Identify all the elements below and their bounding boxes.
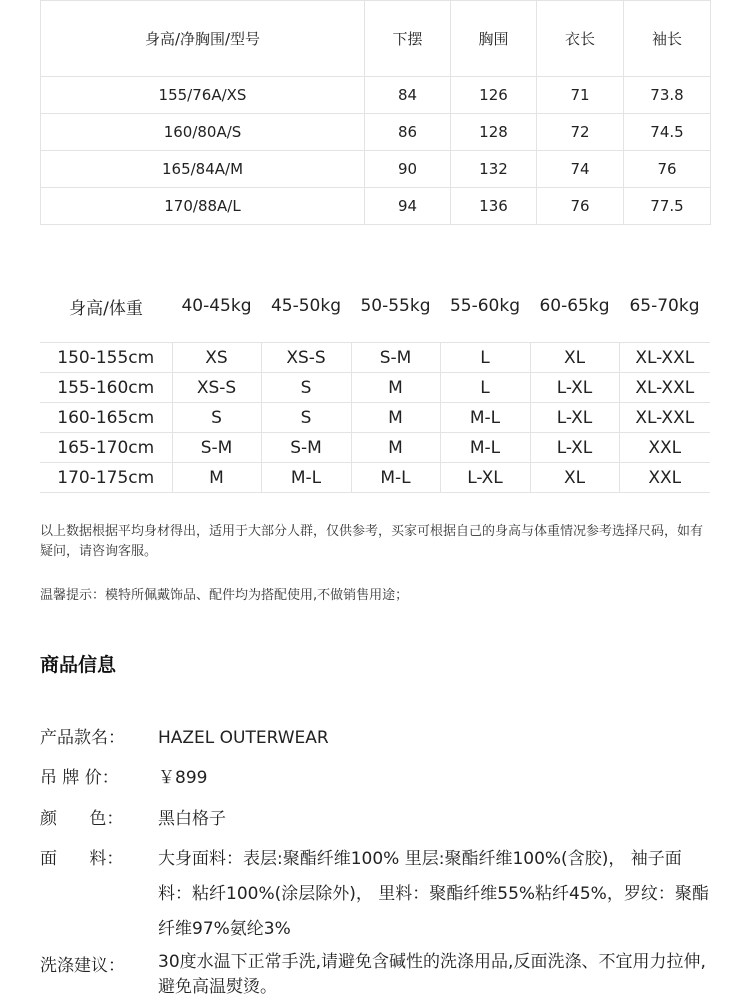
weight-cell: M-L: [440, 433, 530, 463]
size-cell: 76: [537, 188, 624, 225]
weight-cell: L: [440, 343, 530, 373]
size-disclaimer: 以上数据根据平均身材得出，适用于大部分人群，仅供参考，买家可根据自己的身高与体重情况参考选择尺码，如有疑问，请咨询客服。: [40, 524, 704, 559]
weight-cell: 165-170cm: [40, 433, 172, 463]
size-cell: 73.8: [624, 77, 711, 114]
height-weight-table: [40, 342, 710, 493]
size-cell: 126: [451, 77, 537, 114]
weight-cell: 160-165cm: [40, 403, 172, 433]
weight-cell: M-L: [351, 463, 440, 493]
weight-cell: XL: [530, 343, 619, 373]
weight-cell: 150-155cm: [40, 343, 172, 373]
color-label: 颜 色：: [40, 809, 124, 829]
weight-cell: 155-160cm: [40, 373, 172, 403]
weight-header-cell: 身高/体重: [69, 298, 143, 319]
weight-table-header-row: [40, 288, 710, 324]
washing-row: [40, 950, 710, 1000]
weight-cell: M: [351, 433, 440, 463]
size-table-row: [41, 151, 711, 188]
fabric-value: 大身面料：表层:聚酯纤维100% 里层:聚酯纤维100%(含胶)， 袖子面料：粘纤100%(涂层除外)， 里料：聚酯纤维55%粘纤45%，罗纹：聚酯纤维97%氨纶3%: [158, 849, 709, 939]
weight-header-cell: 55-60kg: [449, 296, 521, 316]
weight-cell: XL-XXL: [619, 373, 710, 403]
weight-cell: S-M: [351, 343, 440, 373]
size-cell: 160/80A/S: [41, 114, 365, 151]
weight-cell: XS: [172, 343, 261, 373]
weight-cell: XS-S: [261, 343, 351, 373]
product-info-title: 商品信息: [40, 654, 117, 676]
weight-header-cell: 60-65kg: [539, 296, 610, 316]
weight-cell: L: [440, 373, 530, 403]
size-cell: 71: [537, 77, 624, 114]
weight-cell: S-M: [261, 433, 351, 463]
weight-cell: XXL: [619, 433, 710, 463]
weight-header-cell: 50-55kg: [360, 296, 431, 316]
size-cell: 165/84A/M: [41, 151, 365, 188]
size-cell: 155/76A/XS: [41, 77, 365, 114]
weight-cell: M-L: [261, 463, 351, 493]
size-header-cell: 下摆: [365, 1, 451, 77]
weight-cell: M: [351, 373, 440, 403]
weight-cell: XL-XXL: [619, 343, 710, 373]
tag-price-value: ￥899: [158, 768, 208, 788]
size-table-row: [41, 77, 711, 114]
weight-cell: 170-175cm: [40, 463, 172, 493]
tag-price-row: [40, 761, 710, 796]
weight-table-row: [40, 403, 710, 433]
weight-cell: L-XL: [530, 403, 619, 433]
weight-cell: S: [172, 403, 261, 433]
product-name-row: [40, 721, 710, 756]
weight-cell: S: [261, 403, 351, 433]
size-header-cell: 身高/净胸围/型号: [41, 1, 365, 77]
size-cell: 170/88A/L: [41, 188, 365, 225]
size-cell: 77.5: [624, 188, 711, 225]
weight-cell: S-M: [172, 433, 261, 463]
weight-cell: M-L: [440, 403, 530, 433]
weight-header-cell: 45-50kg: [270, 296, 342, 316]
weight-table-row: [40, 343, 710, 373]
size-cell: 76: [624, 151, 711, 188]
size-table-row: [41, 188, 711, 225]
washing-label: 洗涤建议：: [40, 956, 125, 976]
weight-cell: L-XL: [530, 373, 619, 403]
weight-cell: S: [261, 373, 351, 403]
size-header-cell: 袖长: [624, 1, 711, 77]
product-name-label: 产品款名：: [40, 728, 125, 748]
size-cell: 128: [451, 114, 537, 151]
size-cell: 74.5: [624, 114, 711, 151]
weight-cell: M: [351, 403, 440, 433]
weight-header-cell: 65-70kg: [629, 296, 700, 316]
weight-cell: XL: [530, 463, 619, 493]
tag-price-label: 吊 牌 价：: [40, 768, 119, 788]
color-value: 黑白格子: [158, 809, 226, 829]
weight-table-row: [40, 373, 710, 403]
model-accessory-tip: 温馨提示：模特所佩戴饰品、配件均为搭配使用,不做销售用途；: [40, 588, 409, 603]
weight-cell: XS-S: [172, 373, 261, 403]
weight-header-cell: 40-45kg: [181, 296, 252, 316]
weight-table-row: [40, 463, 710, 493]
size-cell: 94: [365, 188, 451, 225]
size-cell: 90: [365, 151, 451, 188]
weight-cell: XXL: [619, 463, 710, 493]
size-header-cell: 衣长: [537, 1, 624, 77]
size-cell: 132: [451, 151, 537, 188]
size-cell: 84: [365, 77, 451, 114]
weight-cell: L-XL: [440, 463, 530, 493]
fabric-row: [40, 842, 710, 947]
size-header-cell: 胸围: [451, 1, 537, 77]
weight-cell: XL-XXL: [619, 403, 710, 433]
size-measurement-table: [40, 0, 711, 225]
color-row: [40, 802, 710, 837]
weight-cell: L-XL: [530, 433, 619, 463]
product-name-value: HAZEL OUTERWEAR: [158, 728, 329, 748]
size-table-header-row: [41, 1, 711, 77]
weight-table-row: [40, 433, 710, 463]
size-cell: 136: [451, 188, 537, 225]
size-cell: 86: [365, 114, 451, 151]
size-table-row: [41, 114, 711, 151]
size-cell: 72: [537, 114, 624, 151]
size-cell: 74: [537, 151, 624, 188]
washing-value: 30度水温下正常手洗,请避免含碱性的洗涤用品,反面洗涤、不宜用力拉伸,避免高温熨烫。: [158, 952, 706, 997]
weight-cell: M: [172, 463, 261, 493]
fabric-label: 面 料：: [40, 849, 124, 869]
